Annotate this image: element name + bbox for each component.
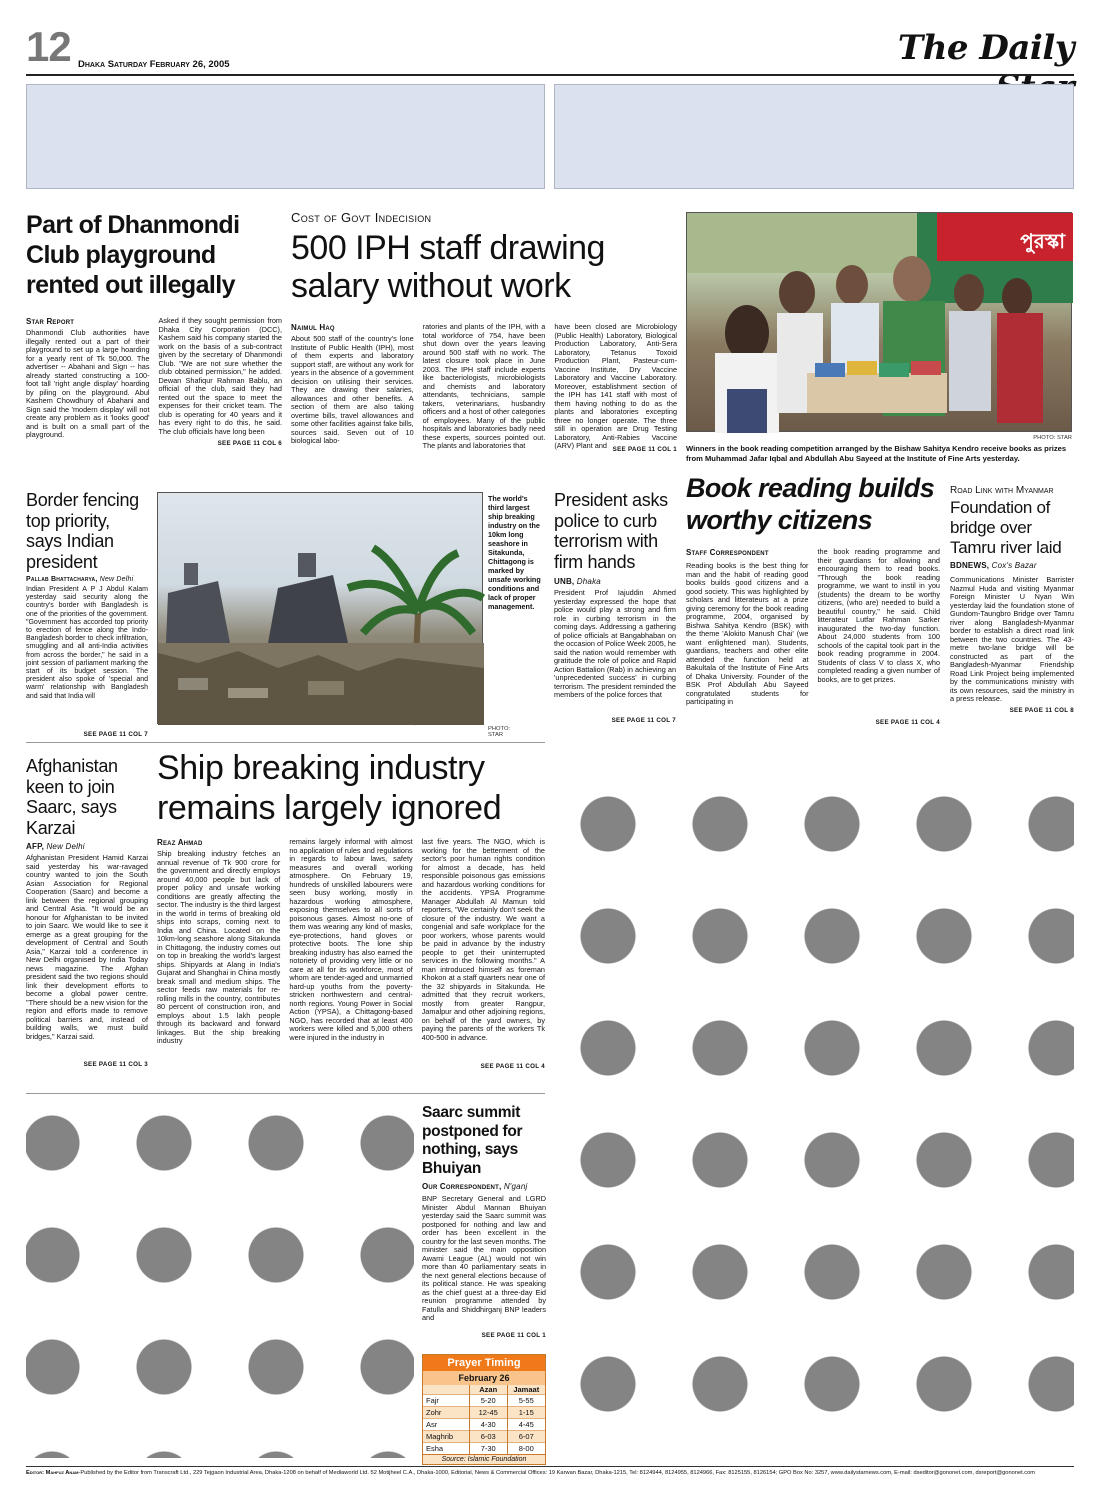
photo-credit: PHOTO: STAR [1033,435,1072,441]
byline-place: New Delhi [46,842,85,851]
prayer-source: Source: Islamic Foundation [423,1454,545,1464]
byline-name: UNB, [554,577,575,586]
story-police [554,490,676,735]
jump-link[interactable]: SEE PAGE 11 COL 4 [480,1063,545,1070]
prayer-jamaat-time: 8-00 [507,1443,545,1455]
prayer-title: Prayer Timing [423,1355,545,1371]
jump-link[interactable]: SEE PAGE 11 COL 4 [875,719,940,726]
jump-link[interactable]: SEE PAGE 11 COL 3 [83,1061,148,1068]
prayer-row [423,1407,545,1419]
photo-caption: Winners in the book reading competition arranged by the Bishaw Sahitya Kendro receive books as prizes from Muhammad Jafar Iqbal and Abdullah Abu Sayeed at the Institute of Fine Arts yesterday. [686,444,1067,463]
body-col-2: remains largely informal with almost no application of rules and regulations in regards to labour laws, safety measures and overall working atmosphere. On February 19, hundreds of unskilled labourers were seen busy working, mostly in hazardous working atmosphere, exposing themselves to all sorts of poisonous gases. Almost no-one of them was wearing any kind of masks, eye-protections, hand gloves or protective boots. The lone ship breaking industry has also earned the notoriety of providing very little or no care at all for its workforce, most of whom are tender-aged and unmarried hard-up youths from the poverty-stricken northwestern and central-north regions. Young Power in Social Action (YPSA), a Chittagong-based NGO, has recorded that at least 400 workers were killed and 5,000 others were injured in the industry in [289,837,413,1042]
prayer-azan-time: 5-20 [469,1395,507,1407]
row-divider [26,1093,545,1094]
byline [554,577,676,586]
photo-book-prize[interactable] [686,212,1072,432]
prayer-row [423,1395,545,1407]
body-col-1: Ship breaking industry fetches an annual revenue of Tk 900 crore for the government and directly employs around 40,000 people but lack of proper policy and unsafe working conditions are greatly affecting the sector. The industry is the third largest in the world in terms of breaking old ships into scraps, coming next to India and China. Located on the 10km-long seashore along Sitakunda in Chittagong, the industry comes out on top in breaking the world's largest ships. Shipyards at Alang in India's Gujarat and Shanghai in China mostly break small and medium ships. The sector feeds raw materials for re-rolling mills in the country, contributes 80 percent of construction iron, and employs about 1.5 lakh people through its backward and forward linkages. But the ship breaking industry [157,849,281,1045]
ad-banner-left[interactable] [26,84,545,189]
byline: Staff Correspondent [686,548,769,557]
prayer-date: February 26 [423,1371,545,1385]
prayer-name: Asr [423,1419,469,1431]
headline[interactable]: Book reading builds worthy citizens [686,473,935,535]
body-col-1: About 500 staff of the country's lone Institute of Public Health (IPH), most of them experts and laboratory support staff, are without any work for years in the absence of a government decision on utilising their services. They are drawing their salaries, allowances and other benefits. A section of them are also taking overtime bills, travel allowances and some other facilities against fake bills, sources said. Seven out of 10 biological labo- [291,334,414,445]
dateline: Dhaka Saturday February 26, 2005 [78,59,230,70]
byline-place: N'ganj [503,1182,528,1191]
photo-credit: PHOTO: STAR [488,726,511,738]
photo-ship-breaking[interactable] [157,492,483,724]
prayer-col-blank [423,1385,469,1395]
prayer-azan-time: 12-45 [469,1407,507,1419]
byline-name: BDNEWS, [950,561,990,570]
byline-place: Dhaka [576,577,601,586]
byline-name: AFP, [26,842,44,851]
story-books [686,472,940,734]
prayer-col-azan: Azan [469,1385,507,1395]
story-afghan [26,756,148,1078]
prayer-table [423,1385,545,1454]
prayer-rows [423,1395,545,1455]
byline-name: Our Correspondent, [422,1182,502,1191]
kicker: Cost of Govt Indecision [291,210,432,225]
body: Communications Minister Barrister Nazmul Huda and visiting Myanmar Foreign Minister U Nyan Win yesterday laid the foundation stone of Gundom-Taungbro Bridge over Tamru river along Bangladesh-Myanmar border to establish a direct road link between the two countries. The 43-metre two-lane bridge will be constructed as part of the Bangladesh-Myanmar Friendship Road Link Project being implemented by the communications ministry with its own resources, said the ministry in a press release. [950,575,1074,703]
headline[interactable]: Part of Dhanmondi Club playground rented out illegally [26,211,240,299]
ad-space-right[interactable] [554,758,1074,1458]
byline-place: Cox's Bazar [991,561,1037,570]
footer-rule [26,1466,1074,1467]
headline[interactable]: President asks police to curb terrorism with firm hands [554,490,668,572]
body-col-2: the book reading programme and their guardians for allowing and encouraging them to read books. "Through the book reading programme, we want to instil in you (students) the dream to be worthy citizens, (who are) needed to build a beautiful country," he said. Child litterateur Lutfar Rahman Sarker inaugurated the two-day function. About 24,000 students from 100 schools of the capital took part in the book reading programme in 2004. Students of class V to class X, who completed reading a given number of books, are to get prizes. [817,547,940,684]
byline [26,576,148,583]
ad-space-left[interactable] [26,1107,414,1458]
story-border [26,490,148,738]
byline: Reaz Ahmad [157,838,203,847]
masthead-logo: The Daily [897,28,1074,68]
body: Afghanistan President Hamid Karzai said yesterday his war-ravaged country wanted to join the South Asian Association for Regional Cooperation (Saarc) and become a link between the regional grouping and Central Asia. "It would be an honour for Afghanistan to be invited to join Saarc. We would like to see it emerge as a great grouping for the development of Central and South Asia," Karzai told a conference in New Delhi organised by India Today news magazine. The Afghan president said the two regions should link their development efforts to become a global power centre. "There should be a new vision for the region and efforts made to remove political barriers and, instead of building walls, we must build bridges," Karzai said. [26,853,148,1041]
prayer-jamaat-time: 4-45 [507,1419,545,1431]
jump-link[interactable]: SEE PAGE 11 COL 7 [611,717,676,724]
jump-link[interactable]: SEE PAGE 11 COL 1 [481,1332,546,1339]
prayer-col-jamaat: Jamaat [507,1385,545,1395]
body: Indian President A P J Abdul Kalam yesterday said security along the country's border with Bangladesh is one of the priorities of the government. "Government has accorded top priority to erection of fence along the Indo-Bangladesh border to check infiltration, smuggling and all anti-India activities from across the border," he said in a joint session of parliament marking the start of its budget session. The president also spoke of 'special and warm' relationship with Bangladesh and said that India will [26,586,148,700]
byline-name: Pallab Bhattacharya, [26,576,98,583]
headline[interactable]: Border fencing top priority, says Indian president [26,490,139,572]
prayer-azan-time: 7-30 [469,1443,507,1455]
prayer-jamaat-time: 1-15 [507,1407,545,1419]
body: President Prof Iajuddin Ahmed yesterday expressed the hope that police would play a strong and firm role in curbing terrorism in the coming days. Addressing a gathering of police officials at Bangabhaban on the occasion of Police Week 2005, he said the nation would remember with gratitude the role of police and Rapid Action Battalion (Rab) in achieving an 'unprecedented success' in curbing terrorism. The president reminded the members of the police forces that [554,588,676,699]
prayer-row [423,1443,545,1455]
headline[interactable]: Saarc summit postponed for nothing, says Bhuiyan [422,1104,523,1177]
prayer-jamaat-time: 6-07 [507,1431,545,1443]
body-col-3: have been closed are Microbiology (Public Health) Laboratory, Biological Production Laboratory, Anti-Sera Laboratory, Tetanus Toxoid Production Plant, Pasteur-cum-Vaccine Institute, Dry Vaccine Laboratory and Vaccine Laboratory. Moreover, establishment section of the IPH has 141 staff with most of them having nothing to do as the plants and laboratories excepting three no longer operate. The three still in operation are Drug Testing Laboratory, Anti-Rabies Vaccine (ARV) Plant and [554,322,678,450]
byline [26,842,148,851]
photo-book-prize-image [687,213,1073,433]
kicker: Road Link with Myanmar [950,485,1054,496]
row-divider [26,742,545,743]
prayer-azan-time: 4-30 [469,1419,507,1431]
prayer-name: Fajr [423,1395,469,1407]
headline[interactable]: Ship breaking industry remains largely ignored [157,749,502,827]
story-ship [157,748,545,1078]
body-col-3: last five years. The NGO, which is working for the betterment of the sector's poor human rights condition for almost a decade, has held responsible poisonous gas emissions and hazardous working conditions for the accidents. YPSA Programme Manager Abdullah Al Mamun told reporters, "We certainly don't seek the closure of the industry. We want a congenial and safe workplace for the poor workers, whose parents would be paid in advance by the industry people to get their uninterrupted services in the following months." A man introduced himself as foreman Khokon at a staff quarters near one of the 32 shipyards in Sitakunda. He admitted that they recruit workers, mostly from greater Rangpur, Jamalpur and other adjoining regions, on behalf of the yard owners, by paying the parents of the workers Tk 400-500 in advance. [421,837,545,1042]
prayer-azan-time: 6-03 [469,1431,507,1443]
prayer-row [423,1431,545,1443]
byline-place: New Delhi [99,576,134,583]
story-iph [291,210,677,468]
story-bridge [950,486,1074,734]
body: BNP Secretary General and LGRD Minister Abdul Mannan Bhuiyan yesterday said the Saarc summit was postponed for nothing and law and order has been excellent in the country for the last seven months. The minister said the main opposition Awami League (AL) would not win more than 40 parliamentary seats in the next general elections because of its political stance. He was speaking as the chief guest at a three-day Eid reunion programme attended by Fatulla and Shiddhirganj BNP leaders and [422,1194,546,1322]
masthead-rule [26,74,1074,76]
byline: Star Report [26,317,75,326]
prayer-row [423,1419,545,1431]
headline[interactable]: Foundation of bridge over Tamru river laid [950,498,1062,557]
photo-ship-caption: The world's third largest ship breaking industry on the 10km long seashore in Sitakunda, Chittagong is marked by unsafe working conditions and lack of proper management. [488,494,541,611]
prayer-name: Esha [423,1443,469,1455]
story-club [26,210,282,468]
prayer-name: Maghrib [423,1431,469,1443]
prayer-timing-box [422,1354,546,1465]
byline: Naimul Haq [291,323,335,332]
footer-text: -Published by the Editor from Transcraft Ltd., 229 Tejgaon Industrial Area, Dhaka-1208 on behalf of Mediaworld Ltd. 52 Motijheel C.A., Dhaka-1000, Editorial, News & Commercial Offices: 19 Karwan Bazar, Dhaka-1215, Tel: 8124944, 8124955, 8124966, Fax: 8125155, 8126154; GPO Box No: 3257, www.dailystarnews.com, E-mail: dseditor@gononet.com, dsreport@gononet.com [78,1470,1036,1476]
ship-scene [158,493,484,725]
body-col-2: ratories and plants of the IPH, with a total workforce of 754, have been shut down over the years leaving around 500 staff with no work. The latest closure took place in June 2003. The IPH staff include experts like bacteriologists, microbiologists and chemists and laboratory attendants, technicians, sample takers, veterinarians, husbandry officers and a host of other categories of employees. Many of the public hospitals and laboratories badly need these experts, sources pointed out. The plants and laboratories that [422,322,546,450]
prayer-header-row [423,1385,545,1395]
headline[interactable]: Afghanistan keen to join Saarc, says Karzai [26,756,118,838]
jump-link[interactable]: SEE PAGE 11 COL 7 [83,731,148,738]
page-number: 12 [26,23,71,70]
footer-imprint [26,1470,1074,1476]
byline [950,561,1074,570]
body-col-1: Dhanmondi Club authorities have illegally rented out a part of their playground to set up a large hoarding for a yearly rent of Tk 50,000. The advertiser -- Abahani and Sign -- has already started constructing a 100-foot tall 'right angle display' hoarding by piling on the playground. Abul Kashem Chowdhury of Abahani and Sign said the 'modern display' will not create any problem as it 'looks good' and is built on a small part of the playground. [26,328,150,439]
body-col-1: Reading books is the best thing for man and the habit of reading good books builds good citizens and a good society. This was highlighted by scholars and litterateurs at a prize giving ceremony for the book reading programme, 2004, organised by Bishwa Sahitya Kendro (BSK) with the theme 'Alokito Manush Chai' (we want enlightened man). Students, guardians, teachers and other elite attended the function held at Bakultala of the Institute of Fine Arts of Dhaka University. Founder of the BSK Prof Abdullah Abu Sayeed congratulated students for participating in [686,561,809,706]
byline [422,1182,546,1191]
story-saarc [422,1104,546,1342]
body-col-2: Asked if they sought permission from Dhaka City Corporation (DCC), Kashem said his company started the work on the basis of a sub-contract given by the secretary of Dhanmondi Club. "We are not sure whether the club obtained permission," he added. Dewan Shafiqur Rahman Bablu, an official of the club, said they had rented out the space to meet the expenses for their cricket team. The club is operating for 40 years and it has every right to do this, he said. The club officials have long been [158,316,282,436]
banner-text: পুরস্কা [1020,231,1065,253]
jump-link[interactable]: SEE PAGE 11 COL 1 [612,446,678,453]
footer-editor: Editor: Mahfuz Anam [26,1470,79,1476]
headline[interactable]: 500 IPH staff drawing salary without work [291,229,605,305]
jump-link[interactable]: SEE PAGE 11 COL 6 [217,440,282,447]
jump-link[interactable]: SEE PAGE 11 COL 8 [1009,707,1074,714]
ad-banner-right[interactable] [554,84,1074,189]
prayer-name: Zohr [423,1407,469,1419]
prayer-jamaat-time: 5-55 [507,1395,545,1407]
